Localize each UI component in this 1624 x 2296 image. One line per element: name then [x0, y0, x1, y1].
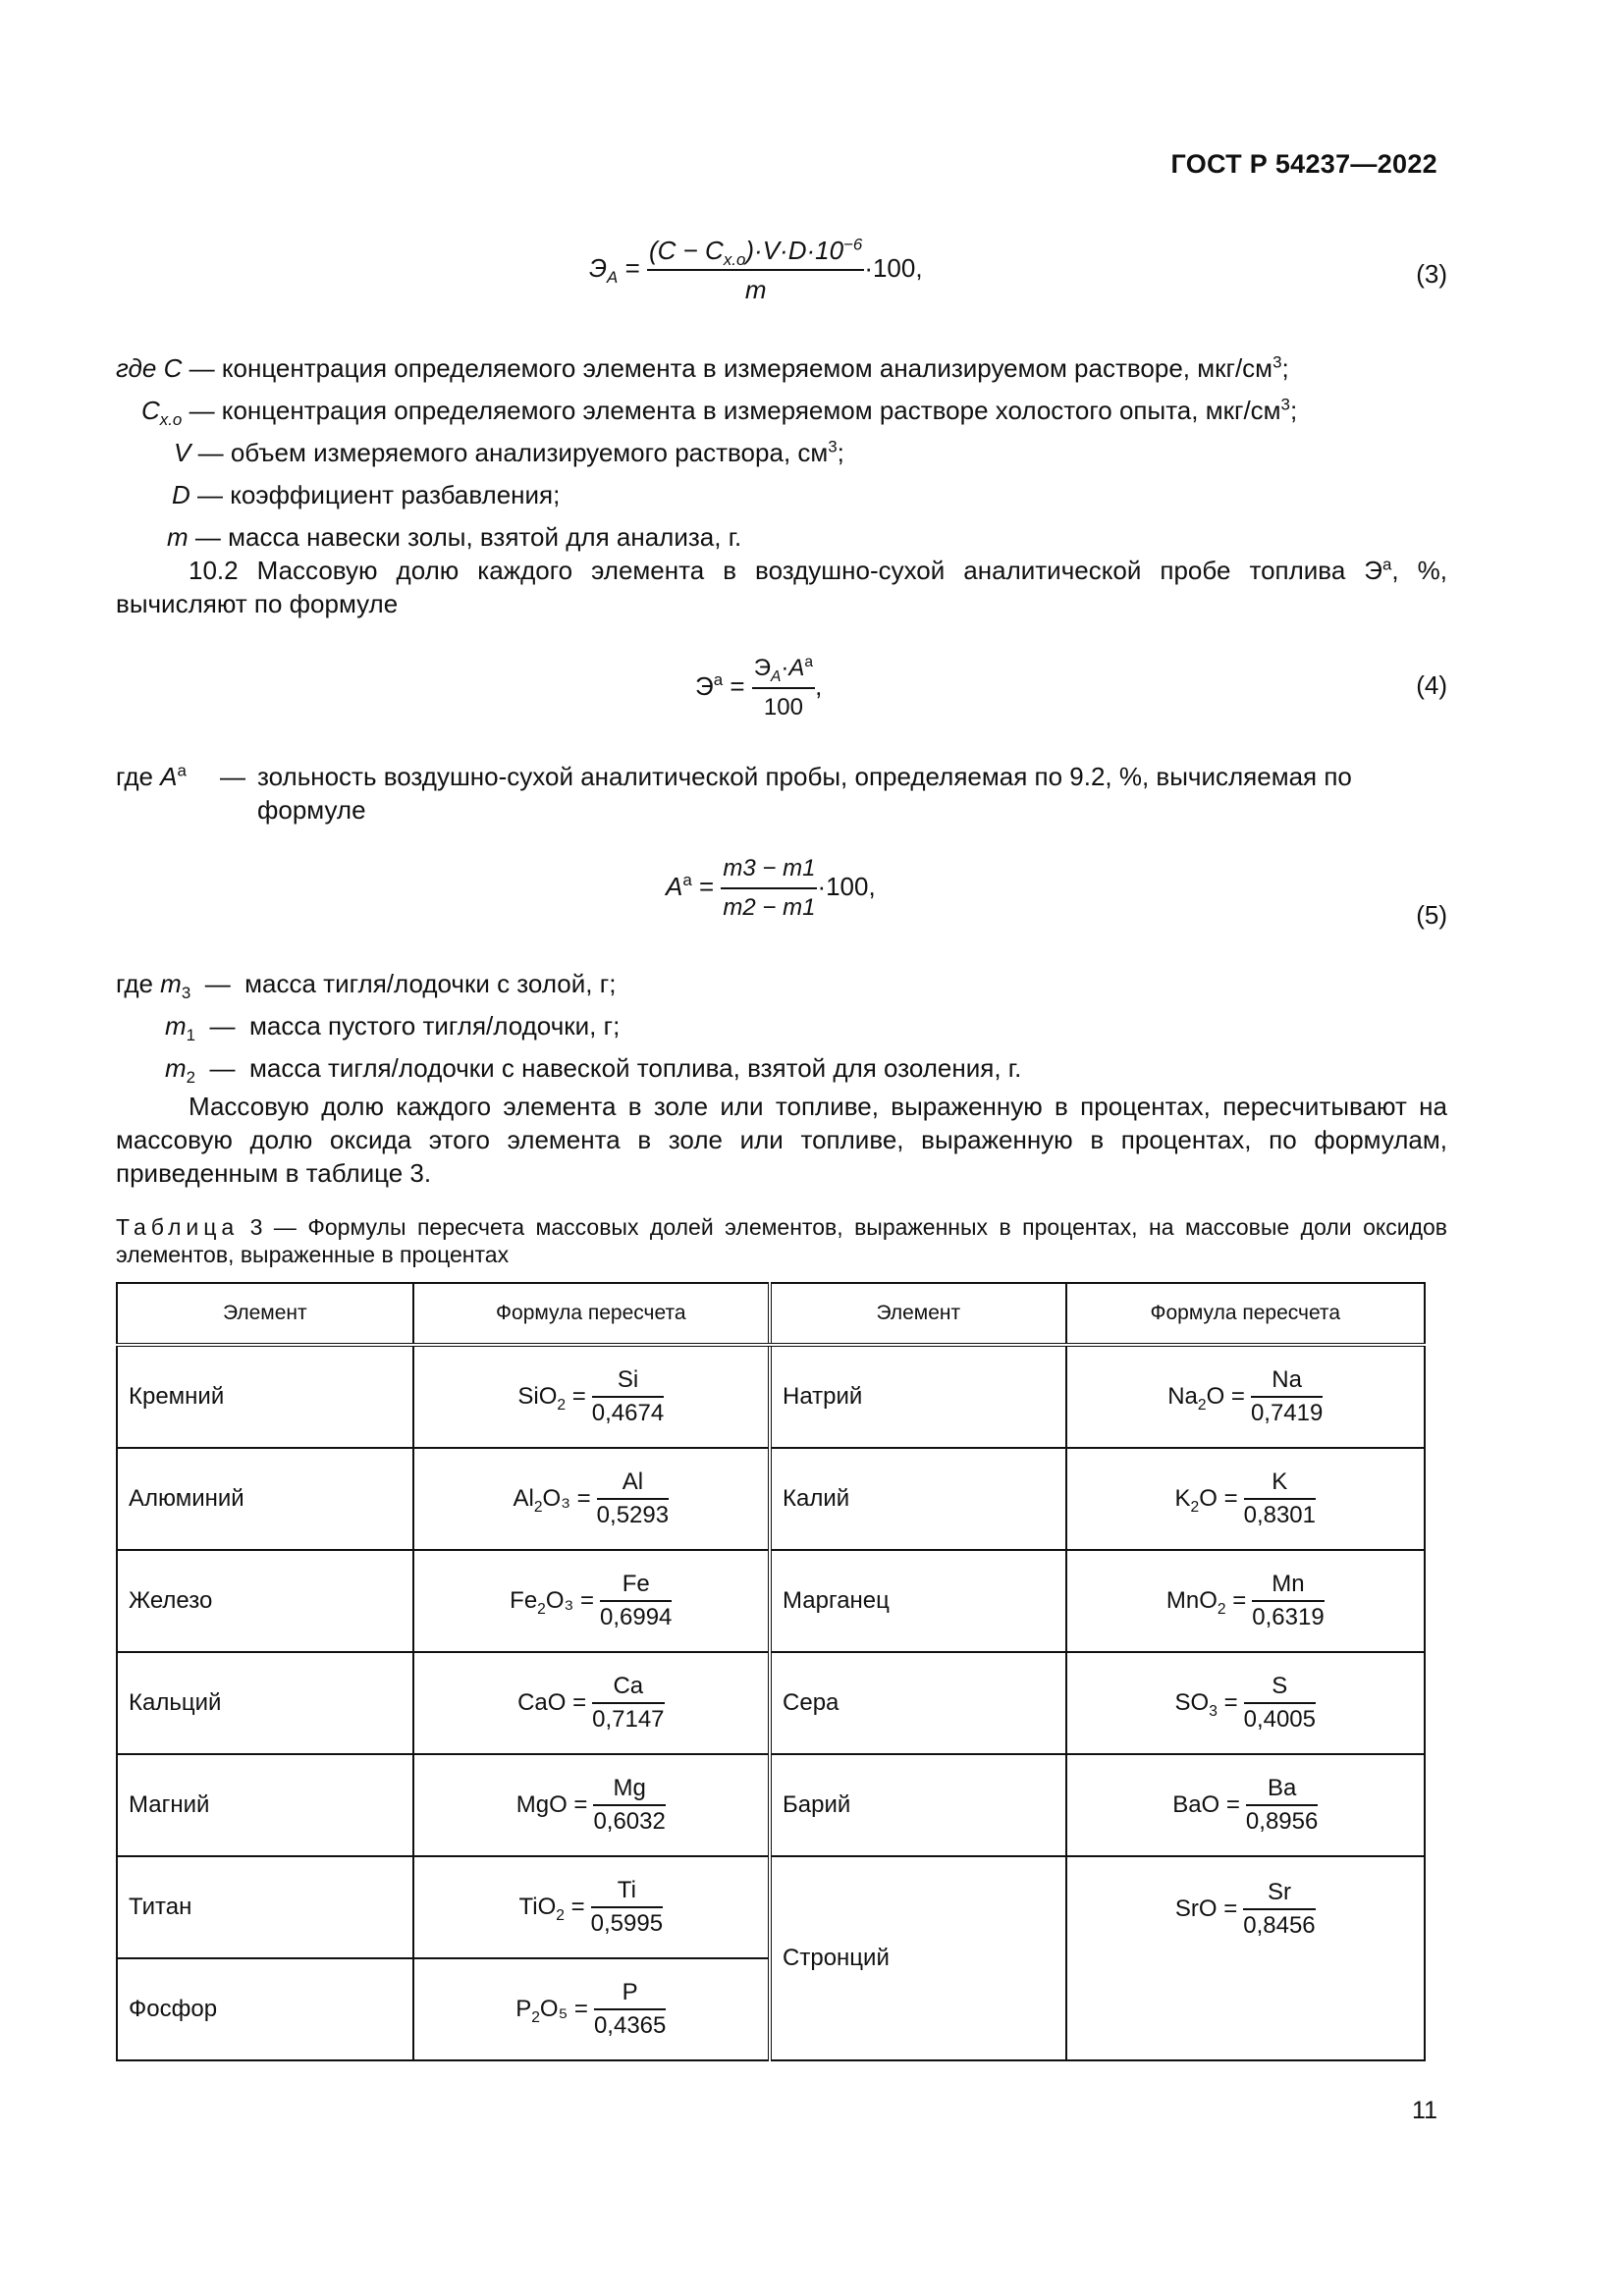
element-name: Барий [770, 1754, 1066, 1856]
where3-line-2: $C_{x.o}$ — концентрация определяемого элемента в измеряемом растворе холостого опыта, мкг/$см^3$; [141, 395, 1298, 430]
document-id: ГОСТ Р 54237—2022 [1170, 149, 1437, 179]
table-row [117, 1754, 1425, 1856]
element-name: Марганец [770, 1550, 1066, 1652]
element-name: Кремний [117, 1345, 413, 1448]
equation-number-5: (5) [1416, 900, 1447, 930]
formula-5: $A^а$ = $\frac{m3 - m1}{m2 - m1}$ ·100, [666, 852, 876, 925]
element-name: Сера [770, 1652, 1066, 1754]
element-name: Кальций [117, 1652, 413, 1754]
equation-number-3: (3) [1416, 259, 1447, 289]
conversion-formula: MgO = $\frac{Mg}{0,6032}$ [413, 1754, 770, 1856]
table-row [117, 1448, 1425, 1550]
header-element-2: Элемент [770, 1283, 1066, 1345]
element-name: Титан [117, 1856, 413, 1958]
where5-line-2: $m_1$ — масса пустого тигля/лодочки, г; [165, 1011, 621, 1045]
page-number: 11 [1412, 2097, 1437, 2124]
where3-line-4: D — коэффициент разбавления; [172, 480, 561, 509]
where5-line-3: $m_2$ — масса тигля/лодочки с навеской топлива, взятой для озоления, г. [165, 1053, 1022, 1088]
table-3 [116, 1282, 1426, 2061]
formula-4-fraction: $\frac{Э_A\cdot A^а}{100}$ [753, 654, 814, 721]
formula-3: $Э_A$ = $\frac{(C - C_{x.o})\cdot V\cdot D\cdot 10^{-6}}{m}$ ·100, [589, 235, 923, 304]
conversion-formula: BaO = $\frac{Ba}{0,8956}$ [1066, 1754, 1425, 1856]
table-row [117, 1550, 1425, 1652]
table-row [117, 1652, 1425, 1754]
equation-number-4: (4) [1416, 670, 1447, 700]
conversion-formula: $Al_2O_3$ = $\frac{Al}{0,5293}$ [413, 1448, 770, 1550]
conversion-formula: $K_2O$ = $\frac{K}{0,8301}$ [1066, 1448, 1425, 1550]
conversion-formula: $SO_3$ = $\frac{S}{0,4005}$ [1066, 1652, 1425, 1754]
element-name: Калий [770, 1448, 1066, 1550]
conversion-formula: CaO = $\frac{Ca}{0,7147}$ [413, 1652, 770, 1754]
table-row [117, 1345, 1425, 1448]
where4-text: зольность воздушно-сухой аналитической пробы, определяемая по 9.2, %, вычисляемая по формуле [257, 762, 1352, 825]
conversion-formula: SrO = $\frac{Sr}{0,8456}$ [1066, 1856, 1425, 2060]
paragraph-oxide: Массовую долю каждого элемента в золе или топливе, выраженную в процентах, пересчитывают на массовую долю оксида этого элемента в золе или топливе, выраженную в процентах, по формулам, приведенным в таблице 3. [116, 1092, 1447, 1188]
formula-5-fraction: $\frac{m3 - m1}{m2 - m1}$ [721, 852, 817, 925]
where3-line-3: V — объем измеряемого анализируемого раствора, $см^3$; [174, 437, 844, 467]
element-name: Стронций [770, 1856, 1066, 2060]
element-name: Железо [117, 1550, 413, 1652]
where3-line-1: где C — концентрация определяемого элемента в измеряемом анализируемом растворе, мкг/$см^3$; [116, 352, 1289, 383]
header-formula-2: Формула пересчета [1066, 1283, 1425, 1345]
element-name: Фосфор [117, 1958, 413, 2060]
table-header-row [117, 1283, 1425, 1345]
conversion-formula: MnO$_2$ = $\frac{Mn}{0,6319}$ [1066, 1550, 1425, 1652]
formula-4: $Э^а$ = $\frac{Э_A\cdot A^а}{100}$ , [695, 652, 822, 724]
header-formula-1: Формула пересчета [413, 1283, 770, 1345]
formula-3-fraction: $\frac{(C - C_{x.o})\cdot V\cdot D\cdot 10^{-6}}{m}$ [648, 235, 863, 304]
element-name: Алюминий [117, 1448, 413, 1550]
where3-line-5: m — масса навески золы, взятой для анализа, г. [167, 522, 742, 552]
where5-line-1: где $m_3$ — масса тигля/лодочки с золой, г; [116, 969, 617, 1003]
conversion-formula: TiO$_2$ = $\frac{Ti}{0,5995}$ [413, 1856, 770, 1958]
conversion-formula: SiO$_2$ = $\frac{Si}{0,4674}$ [413, 1345, 770, 1448]
element-name: Натрий [770, 1345, 1066, 1448]
where4-dash: — [220, 762, 245, 791]
table-3-caption: Таблица 3 — Формулы пересчета массовых долей элементов, выраженных в процентах, на массовые доли оксидов элементов, выраженные в процентах [116, 1214, 1447, 1267]
conversion-formula: $Fe_2O_3$ = $\frac{Fe}{0,6994}$ [413, 1550, 770, 1652]
element-name: Магний [117, 1754, 413, 1856]
where4-label: где $A^а$ [116, 761, 187, 791]
table-row [117, 1856, 1425, 1958]
header-element-1: Элемент [117, 1283, 413, 1345]
paragraph-10-2: 10.2 Массовую долю каждого элемента в воздушно-сухой аналитической пробе топлива $Э^а$, %, вычисляют по формуле [116, 555, 1447, 618]
conversion-formula: $Na_2O$ = $\frac{Na}{0,7419}$ [1066, 1345, 1425, 1448]
conversion-formula: $P_2O_5$ = $\frac{P}{0,4365}$ [413, 1958, 770, 2060]
